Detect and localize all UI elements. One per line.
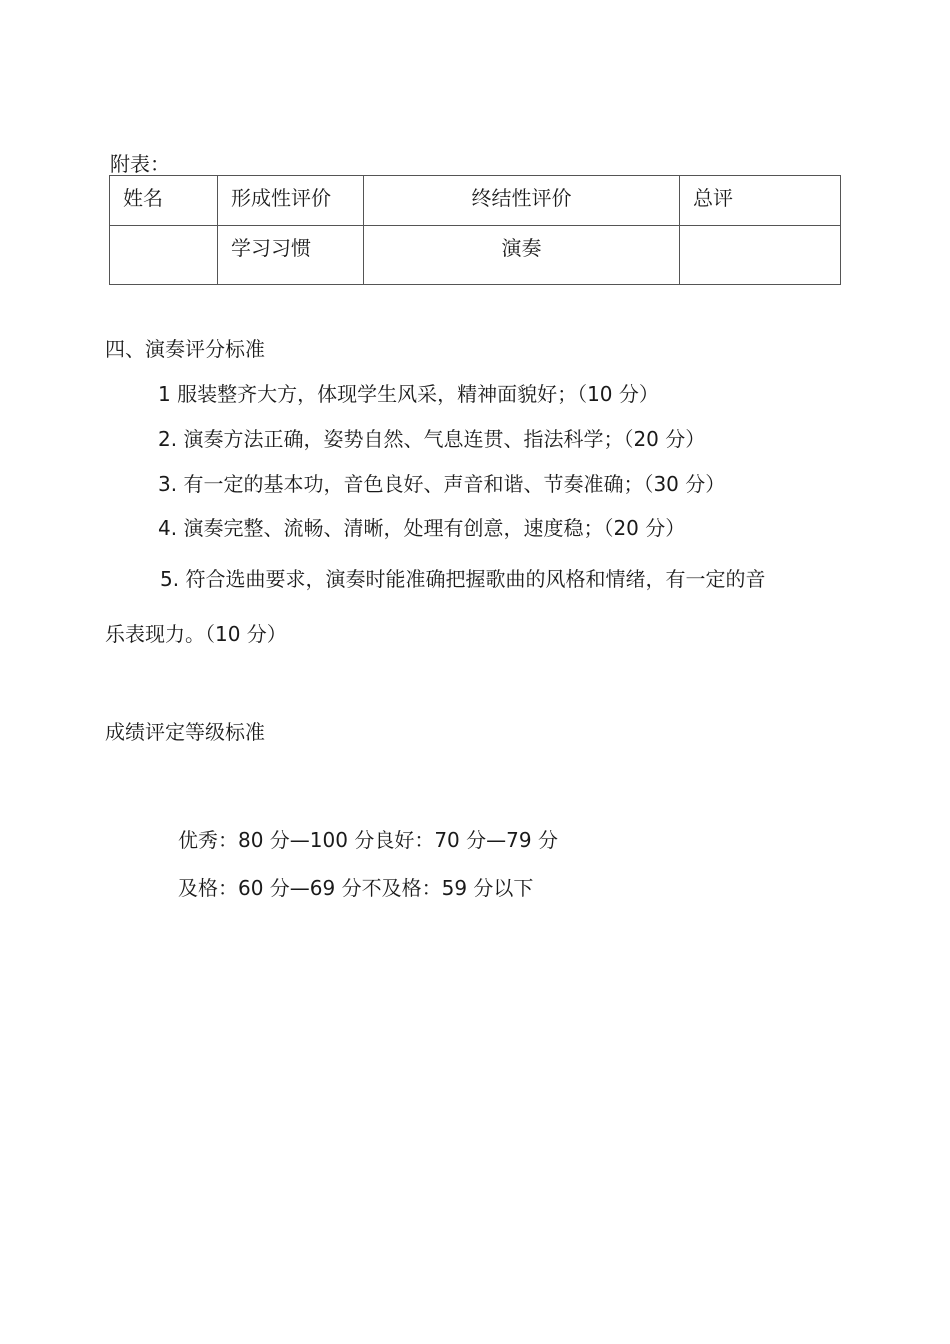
header-formative: 形成性评价 [218,176,364,226]
header-name: 姓名 [110,176,218,226]
cell-overall [680,226,841,285]
grade-line-2: 及格：60 分—69 分不及格：59 分以下 [178,876,534,900]
evaluation-table [109,175,841,285]
criterion-5-continuation: 乐表现力。（10 分） [105,622,287,646]
criterion-3: 3. 有一定的基本功，音色良好、声音和谐、节奏准确；（30 分） [158,472,726,496]
criterion-1: 1 服装整齐大方，体现学生风采，精神面貌好；（10 分） [158,382,659,406]
table-row [110,226,841,285]
cell-performance: 演奏 [364,226,680,285]
grade-line-1: 优秀：80 分—100 分良好：70 分—79 分 [178,828,558,852]
header-summative: 终结性评价 [364,176,680,226]
appendix-label: 附表： [110,152,170,176]
criterion-5: 5. 符合选曲要求，演奏时能准确把握歌曲的风格和情绪，有一定的音 [160,567,766,591]
criterion-4: 4. 演奏完整、流畅、清晰，处理有创意，速度稳；（20 分） [158,516,686,540]
cell-name [110,226,218,285]
grade-standard-title: 成绩评定等级标准 [105,720,265,744]
header-overall: 总评 [680,176,841,226]
section-title: 四、演奏评分标准 [105,337,265,361]
cell-study-habits: 学习习惯 [218,226,364,285]
criterion-2: 2. 演奏方法正确，姿势自然、气息连贯、指法科学；（20 分） [158,427,706,451]
table-header-row [110,176,841,226]
